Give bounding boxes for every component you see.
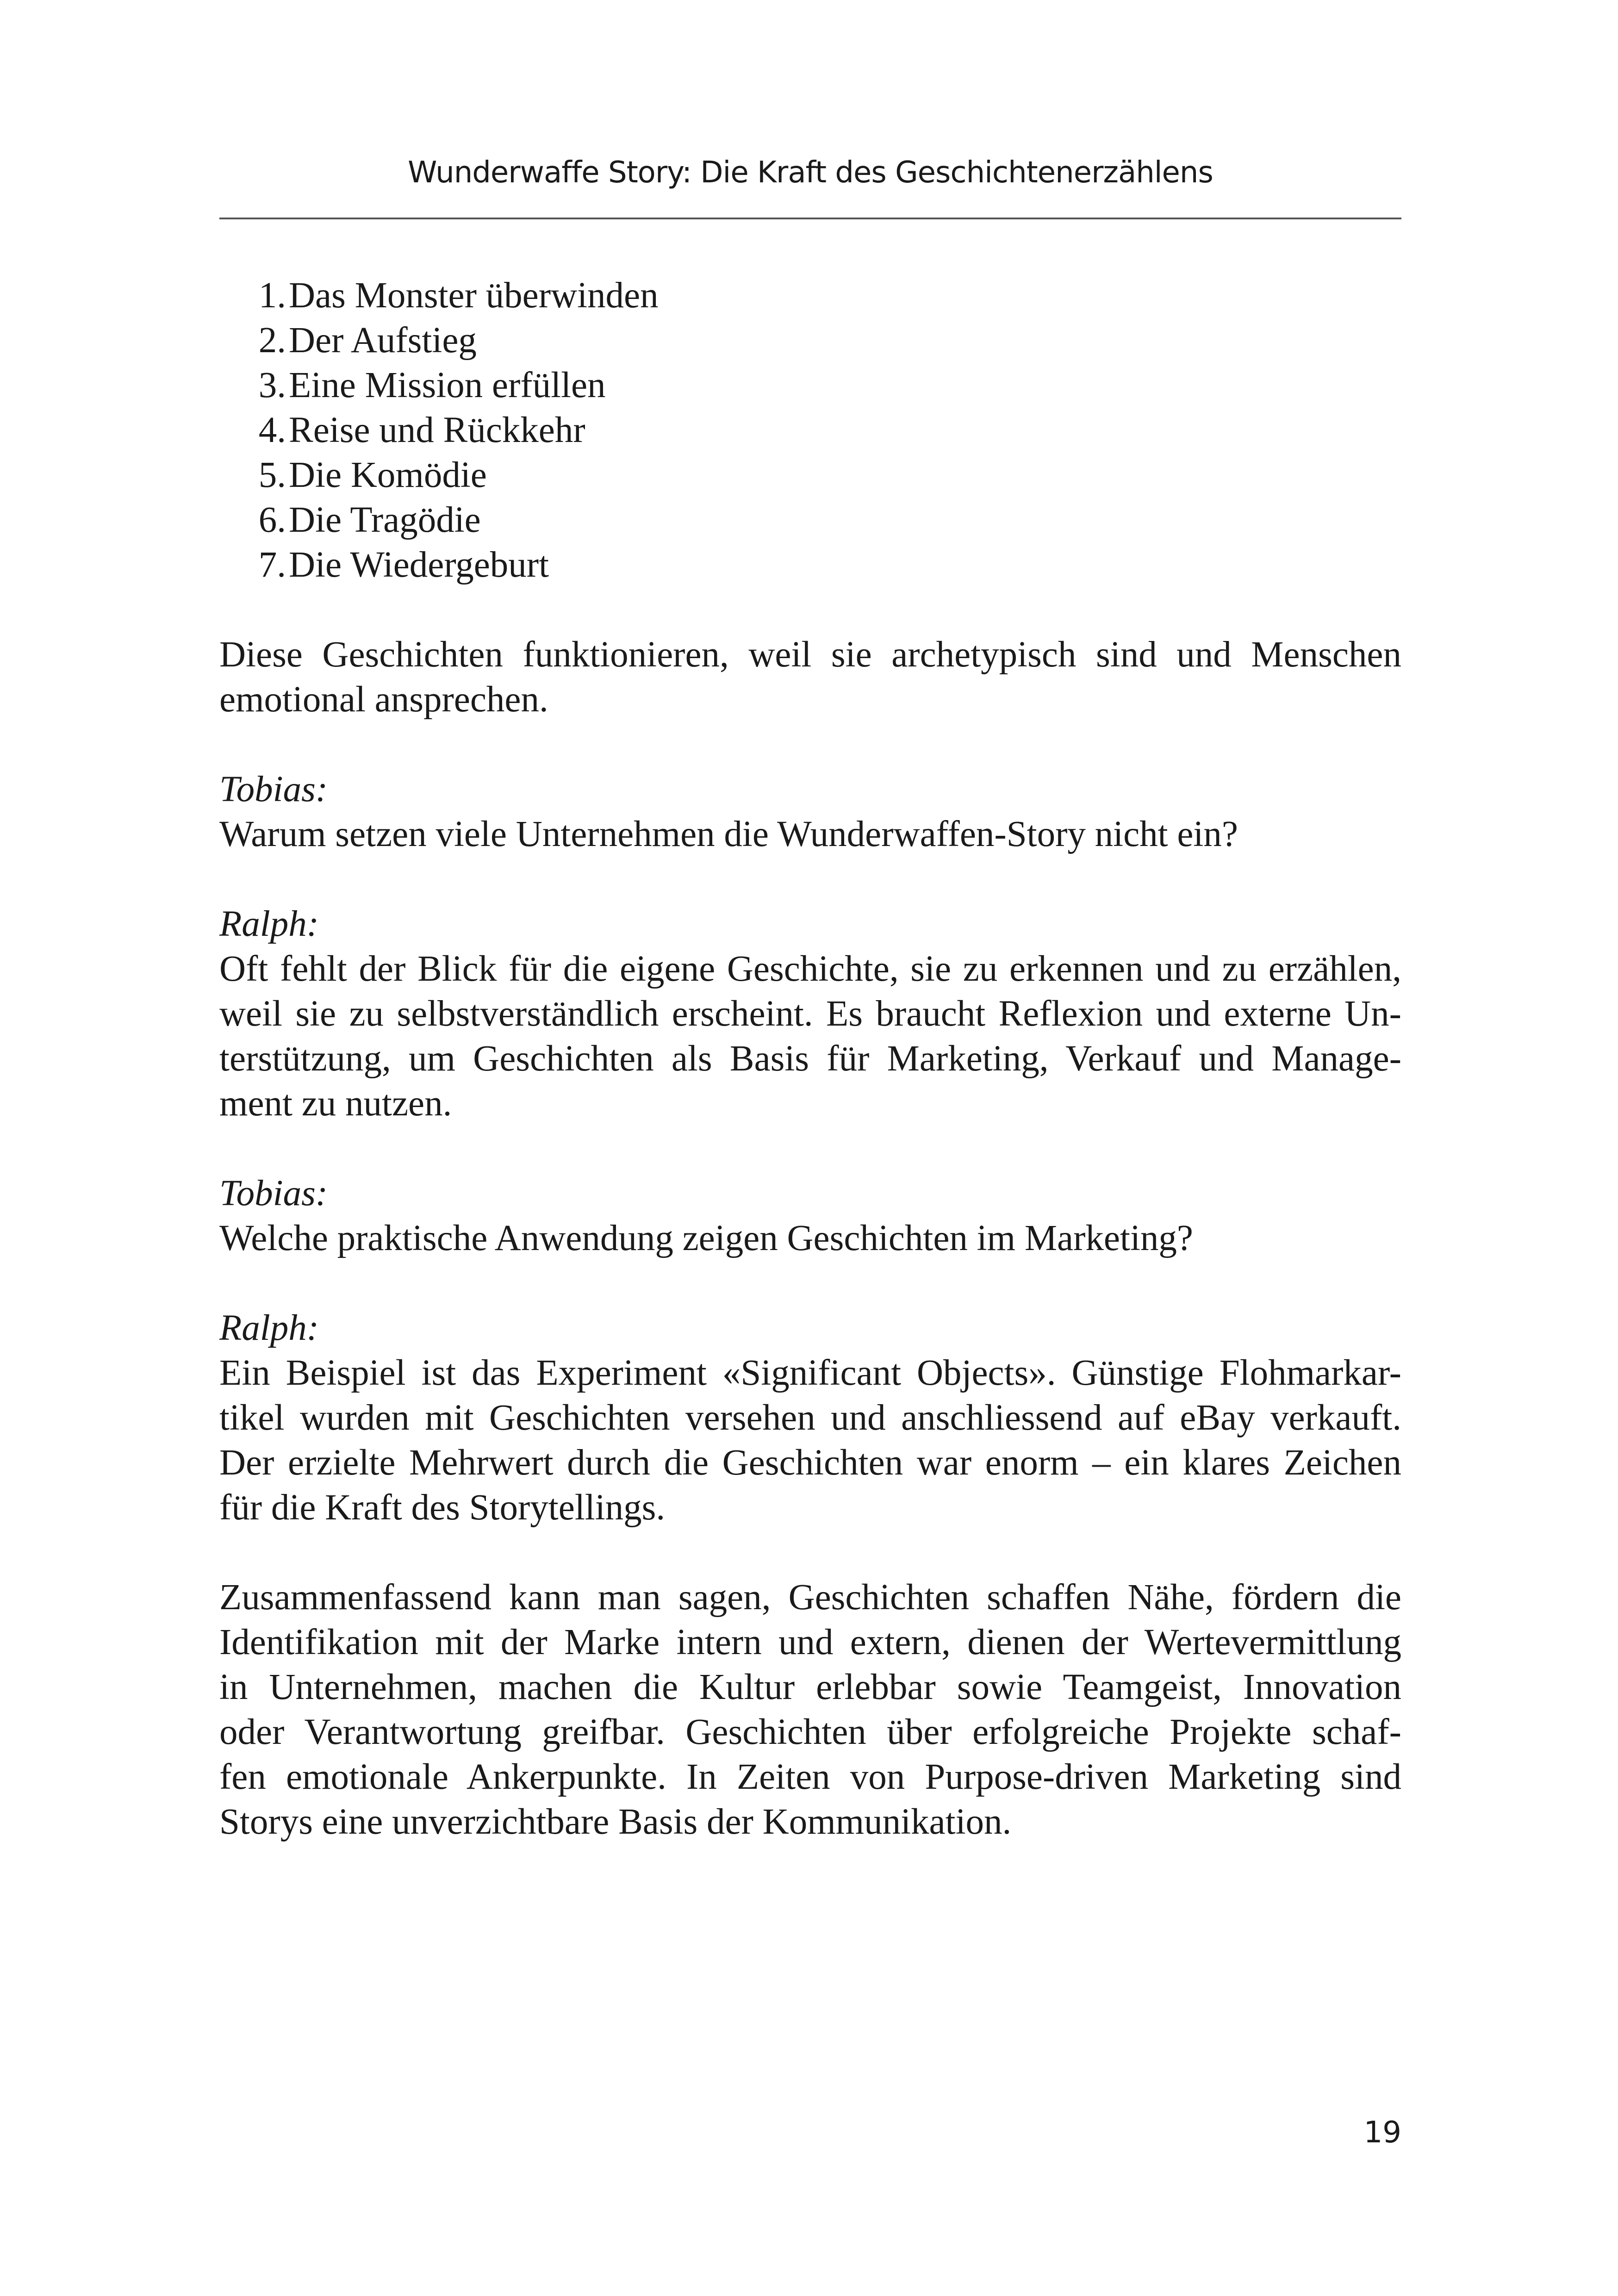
- dialogue-block-tobias-2: [219, 1171, 1401, 1261]
- paragraph-line: Storys eine unverzichtbare Basis der Kommunikation.: [219, 1802, 1012, 1842]
- list-number: 3.: [258, 365, 286, 405]
- dialogue-block-ralph-1: [219, 902, 1401, 1126]
- speaker-name: Ralph:: [219, 904, 319, 944]
- dialogue-line: Oft fehlt der Blick für die eigene Geschichte, sie zu erkennen und zu erzählen,: [219, 949, 1401, 989]
- dialogue-line: für die Kraft des Storytellings.: [219, 1487, 666, 1528]
- list-item: [219, 542, 1401, 587]
- list-number: 4.: [258, 410, 286, 450]
- paragraph-line: oder Verantwortung greifbar. Geschichten über erfolgreiche Projekte schaf-: [219, 1712, 1401, 1752]
- list-number: 2.: [258, 320, 286, 361]
- dialogue-line: ment zu nutzen.: [219, 1083, 452, 1124]
- list-text: Die Wiedergeburt: [289, 545, 549, 585]
- paragraph-line: fen emotionale Ankerpunkte. In Zeiten von Purpose-driven Marketing sind: [219, 1757, 1401, 1797]
- dialogue-line: Warum setzen viele Unternehmen die Wunderwaffen-Story nicht ein?: [219, 814, 1238, 854]
- dialogue-line: tikel wurden mit Geschichten versehen und anschliessend auf eBay verkauft.: [219, 1398, 1401, 1438]
- plot-types-list: [219, 273, 1401, 587]
- dialogue-block-tobias-1: [219, 767, 1401, 857]
- list-number: 1.: [258, 275, 286, 316]
- paragraph-line: Zusammenfassend kann man sagen, Geschichten schaffen Nähe, fördern die: [219, 1577, 1401, 1618]
- paragraph-line: in Unternehmen, machen die Kultur erlebbar sowie Teamgeist, Innovation: [219, 1667, 1401, 1707]
- speaker-name: Tobias:: [219, 1173, 328, 1213]
- list-text: Eine Mission erfüllen: [289, 365, 606, 405]
- dialogue-line: terstützung, um Geschichten als Basis für Marketing, Verkauf und Manage-: [219, 1039, 1401, 1079]
- list-text: Der Aufstieg: [289, 320, 477, 361]
- list-text: Das Monster überwinden: [289, 275, 659, 316]
- running-header: Wunderwaffe Story: Die Kraft des Geschichtenerzählens: [408, 156, 1213, 190]
- speaker-name: Tobias:: [219, 769, 328, 809]
- summary-paragraph: [219, 1575, 1401, 1844]
- list-text: Die Komödie: [289, 455, 487, 495]
- paragraph-line: emotional ansprechen.: [219, 679, 548, 720]
- intro-paragraph: [219, 632, 1401, 722]
- list-item: [219, 498, 1401, 542]
- speaker-name: Ralph:: [219, 1308, 319, 1348]
- list-item: [219, 363, 1401, 408]
- list-item: [219, 453, 1401, 498]
- dialogue-block-ralph-2: [219, 1306, 1401, 1530]
- body-text: [219, 273, 1401, 1889]
- dialogue-line: Der erzielte Mehrwert durch die Geschichten war enorm – ein klares Zeichen: [219, 1443, 1401, 1483]
- dialogue-line: Ein Beispiel ist das Experiment «Significant Objects». Günstige Flohmarkar-: [219, 1353, 1401, 1393]
- list-number: 5.: [258, 455, 286, 495]
- dialogue-line: Welche praktische Anwendung zeigen Geschichten im Marketing?: [219, 1218, 1193, 1258]
- header-rule: [219, 218, 1401, 219]
- list-number: 6.: [258, 500, 286, 540]
- list-number: 7.: [258, 545, 286, 585]
- page-number: 19: [1363, 2116, 1401, 2150]
- list-item: [219, 318, 1401, 363]
- list-item: [219, 408, 1401, 453]
- list-item: [219, 273, 1401, 318]
- list-text: Reise und Rückkehr: [289, 410, 585, 450]
- list-text: Die Tragödie: [289, 500, 481, 540]
- paragraph-line: Diese Geschichten funktionieren, weil sie archetypisch sind und Menschen: [219, 635, 1401, 675]
- dialogue-line: weil sie zu selbstverständlich erscheint. Es braucht Reflexion und externe Un-: [219, 994, 1401, 1034]
- paragraph-line: Identifikation mit der Marke intern und extern, dienen der Wertevermittlung: [219, 1622, 1401, 1662]
